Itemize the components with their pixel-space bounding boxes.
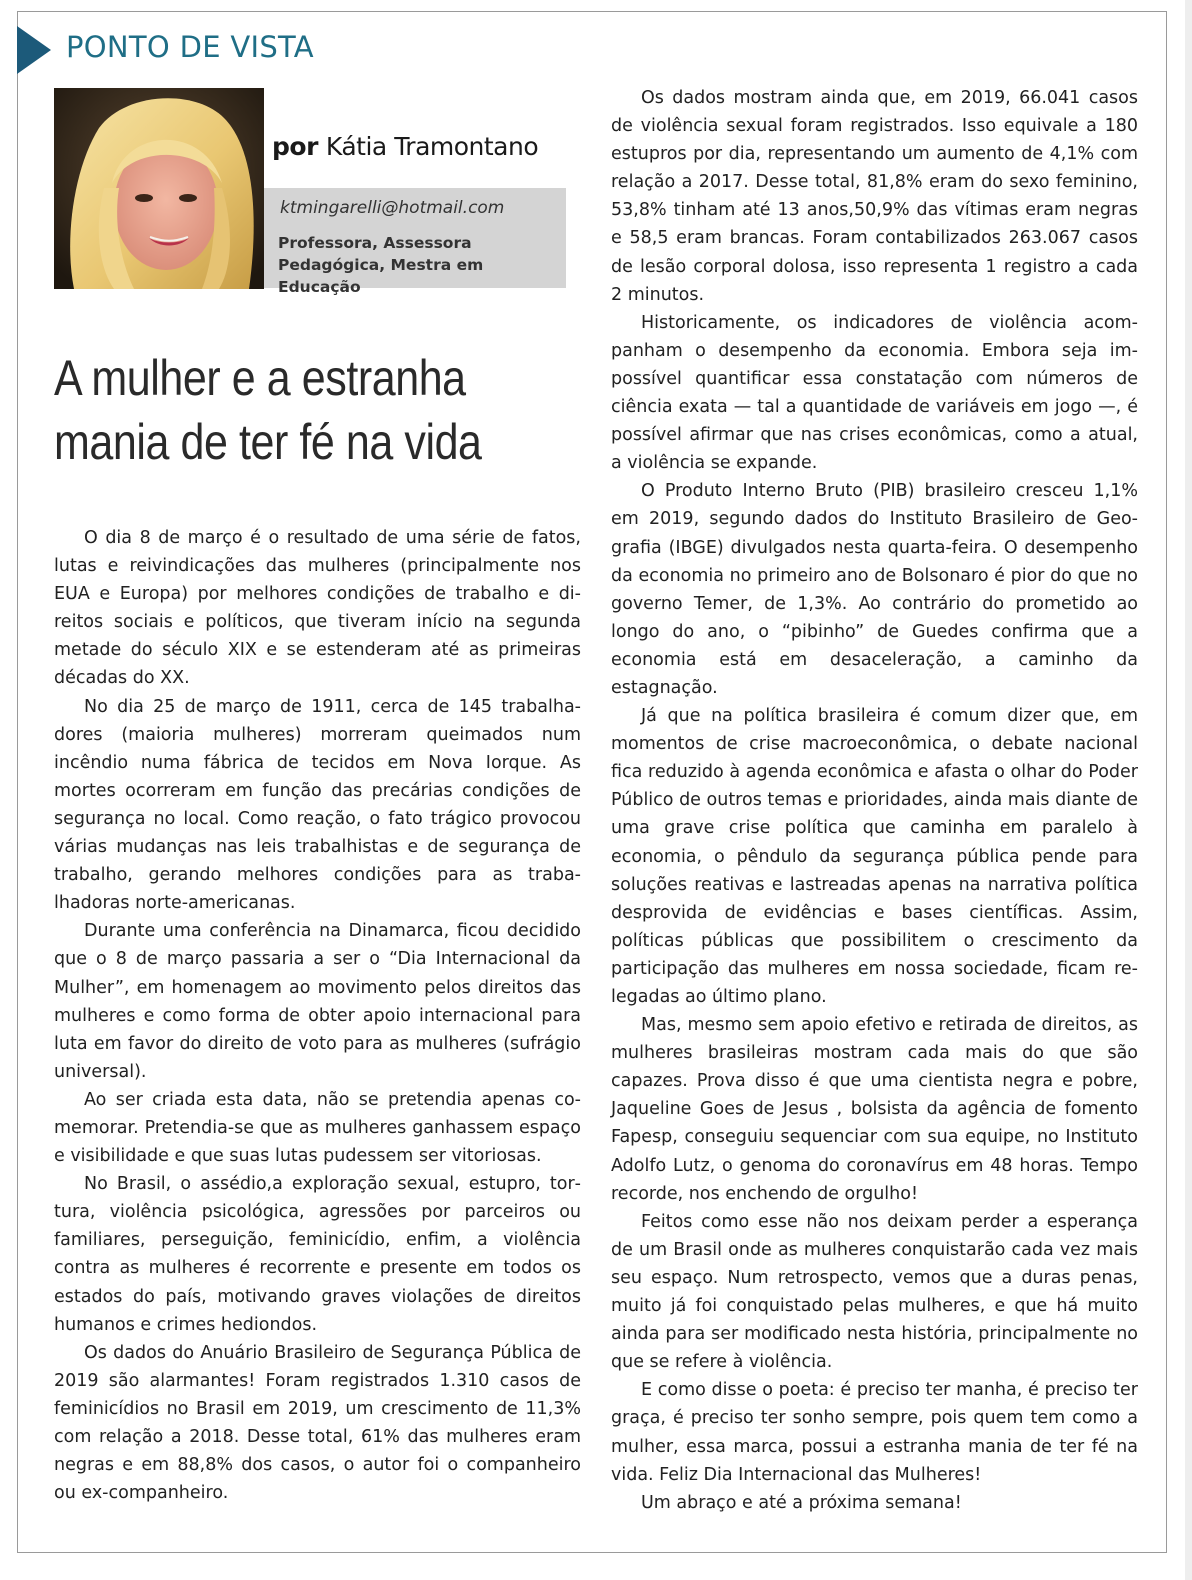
- article-column-left: [54, 524, 581, 1507]
- author-email[interactable]: ktmingarelli@hotmail.com: [280, 198, 505, 218]
- author-role-line: Professora, Assessora: [278, 234, 472, 252]
- headline-line: A mulher e a estranha: [54, 350, 466, 406]
- author-portrait-icon: [54, 88, 264, 289]
- author-name: Kátia Tramontano: [325, 132, 539, 161]
- section-arrow-icon: [17, 26, 51, 74]
- article-paragraph: No Brasil, o assédio,a exploração sexual, estupro, tortura, violência psicológica, agressões por parceiros ou familiares, perseguição, feminicídio, enfim, a violência contra as mulheres é recorrente e presente em todos os estados do país, motivando graves violações de direitos humanos e crimes hediondos.: [54, 1174, 581, 1335]
- page-edge: [1185, 0, 1192, 1580]
- article-paragraph: Já que na política brasileira é comum dizer que, em momentos de crise macroeconômica, o debate nacional fica reduzido à agenda econômica e afasta o olhar do Poder Público de outros temas e prioridades, ainda mais diante de uma grave crise política que caminha em paralelo à economia, o pêndulo da segurança pública pende para soluções reativas e lastreadas apenas na narrativa política desprovida de evidências e bases científicas. Assim, políticas públicas que possibilitem o crescimento da participação das mulheres em nossa sociedade, ficam relegadas ao último plano.: [611, 706, 1138, 1007]
- article-paragraph: E como disse o poeta: é preciso ter manha, é preciso ter graça, é preciso ter sonho sempre, pois quem tem como a mulher, essa marca, possui a estranha mania de ter fé na vida. Feliz Dia Internacional das Mulheres!: [611, 1380, 1138, 1485]
- section-title: PONTO DE VISTA: [66, 30, 314, 64]
- article-paragraph: Os dados mostram ainda que, em 2019, 66.041 casos de violência sexual foram registrados. Isso equivale a 180 estupros por dia, representando um aumento de 4,1% com relação a 2017. Desse total, 81,8% eram do sexo feminino, 53,8% tinham até 13 anos,50,9% das vítimas eram negras e 58,5 eram brancas. Foram contabilizados 263.067 casos de lesão corporal dolosa, isso representa 1 registro a cada 2 minutos.: [611, 88, 1138, 305]
- article-paragraph: Mas, mesmo sem apoio efetivo e retirada de direitos, as mulheres brasileiras mostram cada mais do que são capazes. Prova disso é que uma cientista negra e pobre, Jaqueline Goes de Jesus , bolsista da agência de fomento Fapesp, conseguiu sequenciar com sua equipe, no Instituto Adolfo Lutz, o genoma do coronavírus em 48 horas. Tempo recorde, nos enchendo de orgulho!: [611, 1015, 1138, 1204]
- author-role-line: Pedagógica, Mestra em Educação: [278, 256, 484, 296]
- article-headline: [54, 346, 501, 474]
- article-paragraph: Ao ser criada esta data, não se pretendia apenas comemorar. Pretendia-se que as mulheres ganhassem espaço e visibilidade e que suas lutas pudessem ser vitoriosas.: [54, 1089, 581, 1167]
- article-paragraph: Um abraço e até a próxima semana!: [641, 1492, 962, 1513]
- article-paragraph: Os dados do Anuário Brasileiro de Segurança Pública de 2019 são alarmantes! Foram registrados 1.310 casos de feminicídios no Brasil em 2019, um crescimento de 11,3% com relação a 2018. Desse total, 61% das mulheres eram negras e em 88,8% dos casos, o autor foi o companheiro ou ex-companheiro.: [54, 1342, 581, 1504]
- article-paragraph: Feitos como esse não nos deixam perder a esperança de um Brasil onde as mulheres conquistarão cada vez mais seu espaço. Num retrospecto, vemos que a duras penas, muito já foi conquistado pelas mulheres, e que há muito ainda para ser modificado nesta história, principalmente no que se refere à violência.: [611, 1211, 1138, 1373]
- article-paragraph: O Produto Interno Bruto (PIB) brasileiro cresceu 1,1% em 2019, segundo dados do Instituto Brasileiro de Geografia (IBGE) divulgados nesta quarta-feira. O desempenho da economia no primeiro ano de Bolsonaro é pior do que no governo Temer, de 1,3%. Ao contrário do prometido ao longo do ano, o “pibinho” de Guedes confirma que a economia está em desaceleração, a caminho da estagnação.: [611, 481, 1138, 698]
- article-paragraph: Durante uma conferência na Dinamarca, ficou decidido que o 8 de março passaria a ser o “Dia Internacional da Mulher”, em homenagem ao movimento pelos direitos das mulheres e como forma de obter apoio internacional para luta em favor do direito de voto para as mulheres (sufrágio universal).: [54, 921, 581, 1082]
- article-paragraph: O dia 8 de março é o resultado de uma série de fatos, lutas e reivindicações das mulheres (principalmente nos EUA e Europa) por melhores condições de trabalho e direitos sociais e políticos, que tiveram início na segunda metade do século XIX e se estenderam até as primeiras décadas do XX.: [54, 528, 581, 689]
- article-paragraph: Historicamente, os indicadores de violência acompanham o desempenho da economia. Embora seja impossível quantificar essa constatação com números de ciência exata — tal a quantidade de variáveis em jogo —, é possível afirmar que nas crises econômicas, como a atual, a violência se expande.: [611, 312, 1138, 474]
- author-role: [278, 232, 568, 298]
- article-column-right: [611, 84, 1138, 1517]
- author-info-box: [264, 188, 566, 296]
- author-byline: [272, 132, 538, 161]
- author-by-label: por: [272, 132, 318, 161]
- author-photo: [54, 88, 264, 289]
- article-paragraph: No dia 25 de março de 1911, cerca de 145 trabalhadores (maioria mulheres) morreram queimados num incêndio numa fábrica de tecidos em Nova Iorque. As mortes ocorreram em função das precárias condições de segurança no local. Como reação, o fato trágico provocou várias mudanças nas leis trabalhistas e de segurança de trabalho, gerando melhores condições para as trabalhadoras norte-americanas.: [54, 696, 581, 914]
- headline-line: mania de ter fé na vida: [54, 414, 482, 470]
